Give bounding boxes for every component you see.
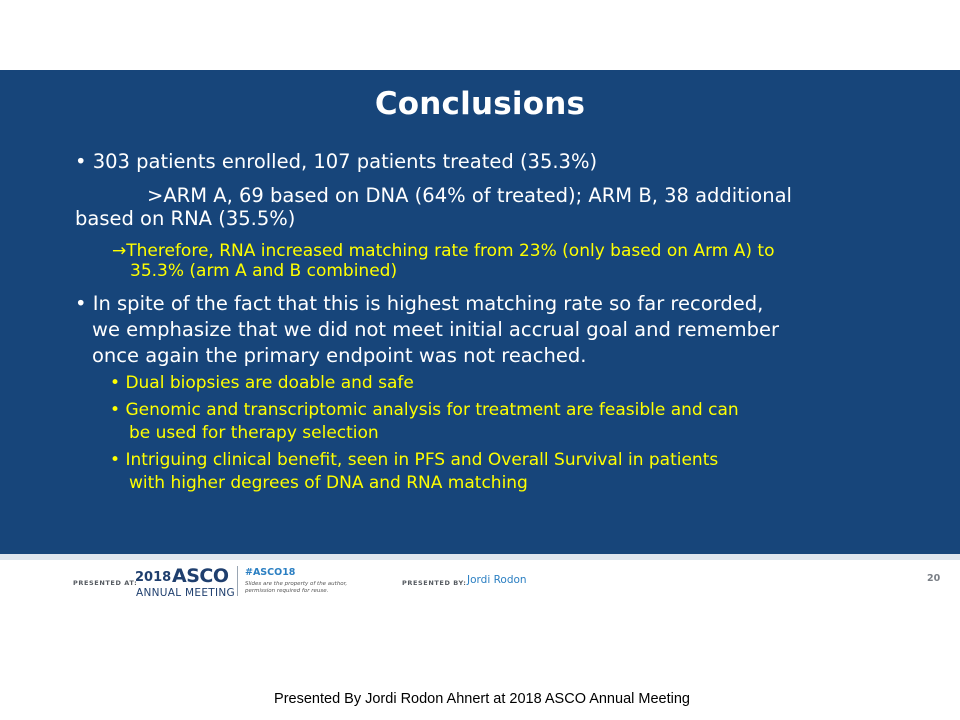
disclaimer-line-2: permission required for reuse. bbox=[245, 588, 329, 594]
page-number: 20 bbox=[927, 573, 941, 584]
presenter-name: Jordi Rodon bbox=[467, 574, 527, 586]
footer-divider bbox=[237, 566, 238, 596]
sub-bullet-2-line-2: be used for therapy selection bbox=[129, 423, 379, 443]
asco-logo: ASCO bbox=[172, 565, 229, 587]
bullet-1-arrow-line-1 bbox=[112, 241, 774, 261]
caption: Presented By Jordi Rodon Ahnert at 2018 ASCO Annual Meeting bbox=[274, 691, 690, 707]
presented-by-label: PRESENTED BY: bbox=[402, 579, 467, 587]
sub-bullet-1-text: Dual biopsies are doable and safe bbox=[125, 373, 414, 393]
bullet-glyph: • bbox=[110, 400, 121, 420]
sub-bullet-3-line-2: with higher degrees of DNA and RNA matching bbox=[129, 473, 528, 493]
bullet-1-sub-line-2: based on RNA (35.5%) bbox=[75, 207, 296, 230]
disclaimer-line-1: Slides are the property of the author, bbox=[245, 581, 348, 587]
sub-bullet-3-line-1 bbox=[110, 450, 718, 470]
asco-year: 2018 bbox=[135, 570, 172, 585]
bullet-1 bbox=[75, 150, 597, 173]
bullet-1-arrow-text: Therefore, RNA increased matching rate from 23% (only based on Arm A) to bbox=[126, 241, 775, 261]
bullet-2-line-2: we emphasize that we did not meet initial accrual goal and remember bbox=[92, 318, 779, 341]
sub-bullet-3-text: Intriguing clinical benefit, seen in PFS and Overall Survival in patients bbox=[125, 450, 719, 470]
bullet-glyph: • bbox=[110, 373, 121, 393]
bullet-glyph: • bbox=[75, 292, 87, 315]
hashtag: #ASCO18 bbox=[245, 567, 296, 578]
presented-at-label: PRESENTED AT: bbox=[73, 579, 138, 587]
bullet-glyph: • bbox=[110, 450, 121, 470]
sub-bullet-2-line-1 bbox=[110, 400, 739, 420]
asco-meeting: ANNUAL MEETING bbox=[136, 587, 235, 599]
bullet-2-line-1 bbox=[75, 292, 763, 315]
sub-bullet-1 bbox=[110, 373, 414, 393]
sub-bullet-2-text: Genomic and transcriptomic analysis for treatment are feasible and can bbox=[125, 400, 739, 420]
bottom-strip bbox=[0, 554, 960, 560]
bullet-1-text: 303 patients enrolled, 107 patients treated (35.3%) bbox=[92, 150, 598, 173]
bullet-glyph: • bbox=[75, 150, 87, 173]
arrow-right-icon: → bbox=[112, 241, 127, 261]
bullet-2-text: In spite of the fact that this is highest matching rate so far recorded, bbox=[92, 292, 764, 315]
bullet-1-arrow-line-2: 35.3% (arm A and B combined) bbox=[130, 261, 398, 281]
disclaimer bbox=[245, 581, 355, 595]
bullet-1-sub-line-1: >ARM A, 69 based on DNA (64% of treated); ARM B, 38 additional bbox=[147, 184, 792, 207]
slide-title: Conclusions bbox=[374, 86, 586, 122]
bullet-2-line-3: once again the primary endpoint was not reached. bbox=[92, 344, 587, 367]
